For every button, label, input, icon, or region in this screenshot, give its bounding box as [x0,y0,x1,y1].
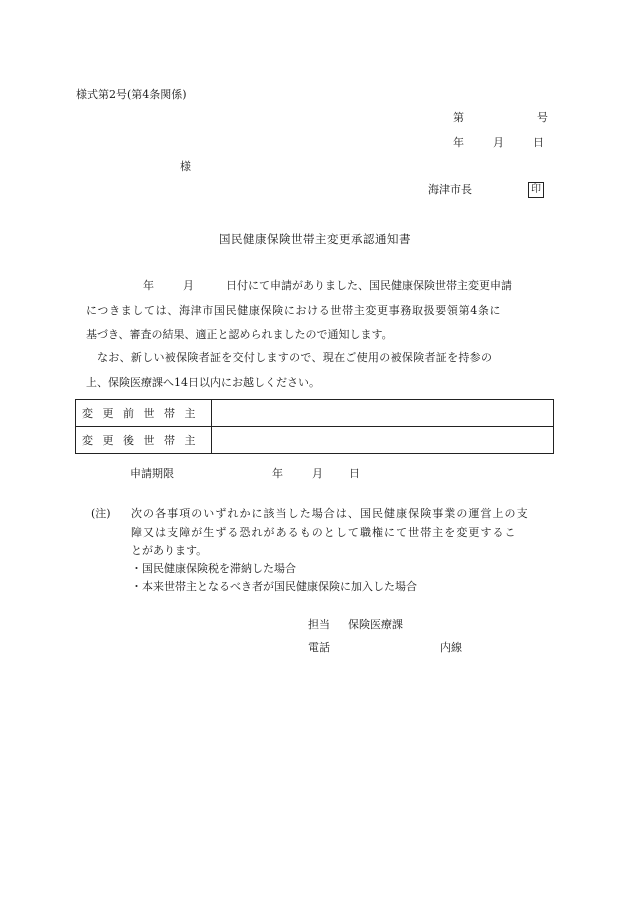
body-month: 月 [183,279,194,292]
seal-box: 印 [528,182,544,198]
issue-date [453,137,543,148]
prev-householder-label: 変更前世帯主 [76,400,212,427]
department-label: 担当 [308,618,330,631]
table-row [76,400,554,427]
householder-table [75,399,554,454]
issue-day: 日 [533,136,544,149]
number-prefix: 第 [453,111,464,124]
deadline-month: 月 [312,467,323,480]
department-value: 保険医療課 [348,618,403,631]
prev-householder-value[interactable] [212,400,554,427]
deadline-day: 日 [349,467,360,480]
extension-label: 内線 [440,641,462,654]
note-line-2: 障又は支障が生ずる恐れがあるものとして職権にて世帯主を変更するこ [131,526,517,539]
note-bullet-2: ・本来世帯主となるべき者が国民健康保険に加入した場合 [131,580,417,593]
issuer-name: 海津市長 [428,183,472,196]
deadline-year: 年 [272,467,283,480]
note-bullet-1: ・国民健康保険税を滞納した場合 [131,562,296,575]
note-label: (注) [91,507,111,520]
body-line-5: 上、保険医療課へ14日以内にお越しください。 [86,376,320,389]
body-line-2: につきましては、海津市国民健康保険における世帯主変更事務取扱要領第4条に [86,304,502,317]
deadline-label: 申請期限 [130,467,174,480]
issue-year: 年 [453,136,464,149]
document-title: 国民健康保険世帯主変更承認通知書 [219,232,411,246]
table-row [76,427,554,454]
new-householder-value[interactable] [212,427,554,454]
body-line-4: なお、新しい被保険者証を交付しますので、現在ご使用の被保険者証を持参の [97,351,493,364]
phone-label: 電話 [308,641,330,654]
new-householder-label: 変更後世帯主 [76,427,212,454]
addressee-suffix: 様 [180,160,191,173]
body-line-1: 日付にて申請がありました、国民健康保険世帯主変更申請 [226,279,512,292]
body-year: 年 [143,279,154,292]
note-line-1: 次の各事項のいずれかに該当した場合は、国民健康保険事業の運営上の支 [131,507,529,520]
issue-month: 月 [493,136,504,149]
note-line-3: とがあります。 [131,544,208,557]
form-number: 様式第2号(第4条関係) [76,88,187,101]
document-number [453,111,548,124]
body-line-3: 基づき、審査の結果、適正と認められましたので通知します。 [86,328,393,341]
number-suffix: 号 [537,111,548,124]
